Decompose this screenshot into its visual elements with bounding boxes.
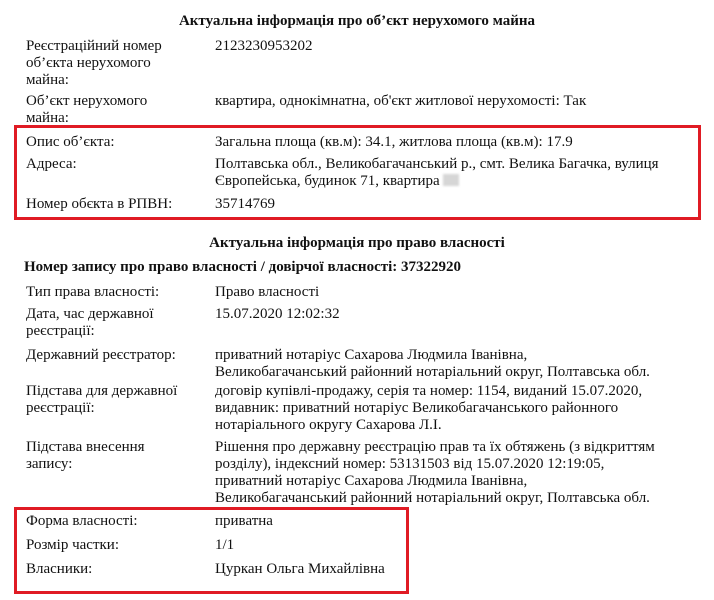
registrar-label: Державний реєстратор: <box>26 347 176 363</box>
registration-basis-label: Підстава для державної реєстрації: <box>26 383 178 416</box>
registrar-value: приватний нотаріус Сахарова Людмила Іванівна, Великобагачанський районний нотаріальний округ, Полтавська обл. <box>215 347 650 380</box>
entry-basis-value: Рішення про державну реєстрацію прав та їх обтяжень (з відкриттям розділу), індексний номер: 53131503 від 15.07.2020 12:19:05, приватний нотаріус Сахарова Людмила Іванівна, Великобагачанський районний нотаріальний округ, Полтавська обл. <box>215 439 655 506</box>
address-label: Адреса: <box>26 156 77 172</box>
right-type-value: Право власності <box>215 284 320 300</box>
rpvn-number-label: Номер обєкта в РПВН: <box>26 196 173 212</box>
ownership-form-label: Форма власності: <box>26 513 138 529</box>
right-type-label: Тип права власності: <box>26 284 160 300</box>
description-value: Загальна площа (кв.м): 34.1, житлова площа (кв.м): 17.9 <box>215 134 573 150</box>
entry-basis-label: Підстава внесення запису: <box>26 439 145 472</box>
registration-date-value: 15.07.2020 12:02:32 <box>215 306 340 322</box>
ownership-form-value: приватна <box>215 513 273 529</box>
registration-basis-value: договір купівлі-продажу, серія та номер: 1154, виданий 15.07.2020, видавник: приватний нотаріус Великобагачанського районного нотаріального округу Сахарова Л.І. <box>215 383 643 433</box>
registration-number-label: Реєстраційний номер об’єкта нерухомого майна: <box>26 38 162 88</box>
record-number-value: 37322920 <box>401 259 462 275</box>
redacted-apartment-number <box>443 174 459 186</box>
object-section-title: Актуальна інформація про об’єкт нерухомого майна <box>178 13 536 29</box>
share-size-value: 1/1 <box>215 537 235 553</box>
registration-number-value: 2123230953202 <box>215 38 313 54</box>
object-type-value: квартира, однокімнатна, об'єкт житлової нерухомості: Так <box>215 93 587 109</box>
address-value: Полтавська обл., Великобагачанський р., смт. Велика Багачка, вулиця Європейська, будинок 71, квартира <box>215 156 659 189</box>
description-label: Опис об’єкта: <box>26 134 115 150</box>
object-type-label: Об’єкт нерухомого майна: <box>26 93 148 126</box>
registration-date-label: Дата, час державної реєстрації: <box>26 306 154 339</box>
owners-label: Власники: <box>26 561 93 577</box>
owners-value: Цуркан Ольга Михайлівна <box>215 561 385 577</box>
share-size-label: Розмір частки: <box>26 537 119 553</box>
rights-section-title: Актуальна інформація про право власності <box>209 235 505 251</box>
record-number-heading: Номер запису про право власності / довірчої власності: 37322920 <box>24 259 462 275</box>
rpvn-number-value: 35714769 <box>215 196 275 212</box>
